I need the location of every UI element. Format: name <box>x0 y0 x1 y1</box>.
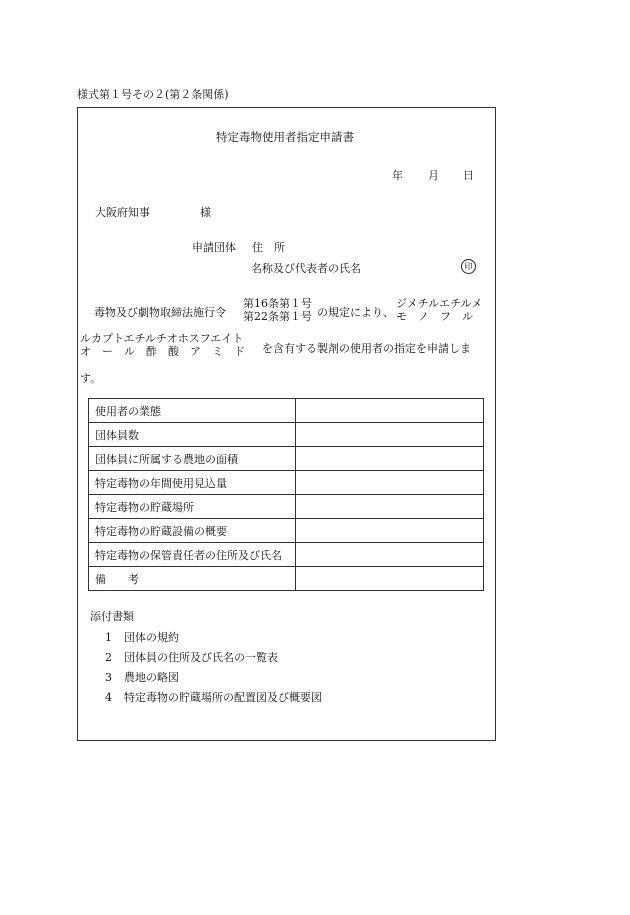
row-label: 特定毒物の年間使用見込量 <box>89 471 296 495</box>
table-row <box>89 543 484 567</box>
table-row <box>89 399 484 423</box>
attachment-text: 団体員の住所及び氏名の一覧表 <box>124 651 278 664</box>
attachment-number: 4 <box>105 691 112 704</box>
chemical-line-2b: オ ー ル 酢 酸 ア ミ ド <box>80 345 245 358</box>
chemical-line-1b: モ ノ フ ル <box>396 310 473 323</box>
row-value <box>296 567 484 591</box>
addressee-name: 大阪府知事 <box>95 206 150 219</box>
chemical-line-2a: ルカプトエチルチオホスフエイト <box>80 332 244 345</box>
row-value <box>296 399 484 423</box>
row-label: 団体員数 <box>89 423 296 447</box>
attachment-text: 農地の略図 <box>124 671 179 684</box>
request-end: す。 <box>80 372 102 385</box>
row-value <box>296 471 484 495</box>
provision-text: の規定により、 <box>317 306 394 319</box>
date-month: 月 <box>428 169 439 182</box>
row-label: 特定毒物の保管責任者の住所及び氏名 <box>89 543 296 567</box>
table-row <box>89 471 484 495</box>
addressee-honorific: 様 <box>200 206 211 219</box>
row-value <box>296 495 484 519</box>
form-reference: 様式第１号その２(第２条関係) <box>77 88 229 101</box>
table-row <box>89 495 484 519</box>
chemical-line-1a: ジメチルエチルメ <box>396 297 483 310</box>
row-label: 団体員に所属する農地の面積 <box>89 447 296 471</box>
row-label: 備 考 <box>89 567 296 591</box>
chemical-stack-1 <box>396 297 482 323</box>
attachment-number: 2 <box>105 651 112 664</box>
applicant-name-label: 名称及び代表者の氏名 <box>251 262 361 275</box>
row-label: 特定毒物の貯蔵設備の概要 <box>89 519 296 543</box>
attachment-text: 団体の規約 <box>124 631 179 644</box>
law-name: 毒物及び劇物取締法施行令 <box>94 306 226 319</box>
attachment-number: 1 <box>105 631 112 644</box>
request-text: を含有する製剤の使用者の指定を申請しま <box>262 342 471 355</box>
applicant-address-label: 住 所 <box>252 241 285 254</box>
attachment-text: 特定毒物の貯蔵場所の配置図及び概要図 <box>124 691 322 704</box>
attachment-item <box>92 629 179 645</box>
row-label: 特定毒物の貯蔵場所 <box>89 495 296 519</box>
date-day: 日 <box>463 169 474 182</box>
row-value <box>296 423 484 447</box>
form-title: 特定毒物使用者指定申請書 <box>216 130 354 144</box>
row-value <box>296 519 484 543</box>
table-row <box>89 447 484 471</box>
date-year: 年 <box>392 169 403 182</box>
attachment-item <box>92 649 278 665</box>
table-row <box>89 567 484 591</box>
article-b: 第22条第１号 <box>243 310 312 323</box>
article-stack <box>243 297 312 323</box>
attachment-number: 3 <box>105 671 112 684</box>
table-row <box>89 423 484 447</box>
applicant-label: 申請団体 <box>192 241 236 254</box>
row-value <box>296 447 484 471</box>
row-label: 使用者の業態 <box>89 399 296 423</box>
seal-mark <box>461 259 476 274</box>
seal-icon: 印 <box>461 259 476 274</box>
chemical-stack-2 <box>80 332 245 358</box>
article-a: 第16条第１号 <box>243 297 312 310</box>
table-row <box>89 519 484 543</box>
attachment-item <box>92 689 322 705</box>
row-value <box>296 543 484 567</box>
attachments-heading: 添付書類 <box>90 610 134 623</box>
detail-table <box>88 398 484 591</box>
attachment-item <box>92 669 179 685</box>
